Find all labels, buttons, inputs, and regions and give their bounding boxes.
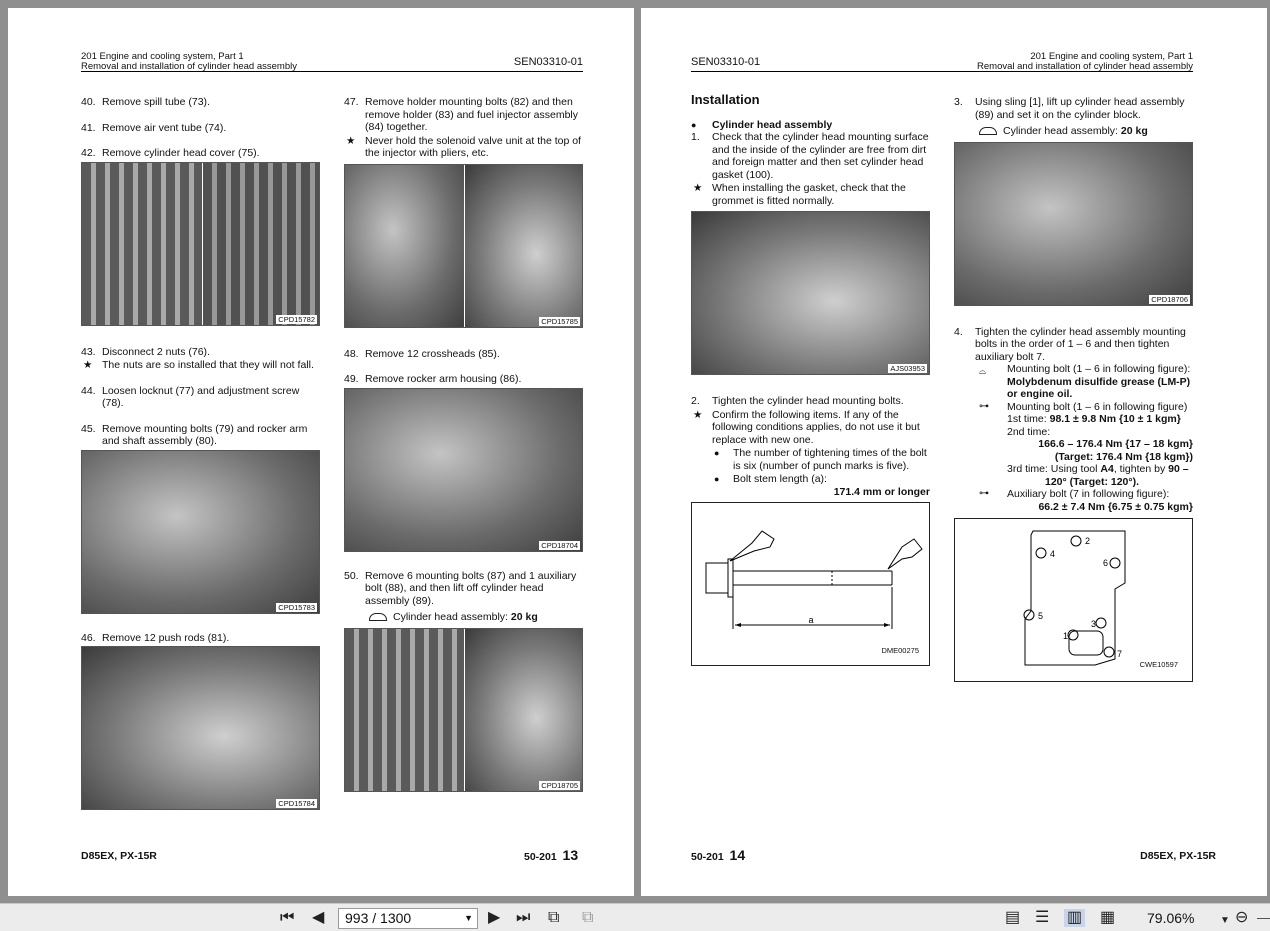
photo-rocker-arm	[81, 450, 320, 614]
zoom-slider[interactable]	[1257, 918, 1270, 919]
bolt-number-4: 4	[1050, 549, 1056, 559]
step-41: 41. Remove air vent tube (74).	[81, 121, 227, 134]
torque-spec: ⊶ Mounting bolt (1 – 6 in following figure) 1st time: 98.1 ± 9.8 Nm {10 ± 1 kgm} 2nd time: 166.6 – 176.4 Nm {17 – 18 kgm} (Target: 176.4 Nm {18 kgm}) 3rd time: Using tool A4, tighten by 90 – 120° (Target: 120°).	[979, 400, 1193, 488]
step-45: 45. Remove mounting bolts (79) and rocker arm and shaft assembly (80).	[81, 422, 308, 447]
left-column-2	[344, 96, 583, 806]
first-page-icon[interactable]: ⏮	[280, 909, 295, 926]
weight-icon	[979, 127, 997, 135]
continuous-facing-view-icon[interactable]: ▦	[1100, 909, 1116, 926]
step-49: 49. Remove rocker arm housing (86).	[344, 373, 522, 385]
go-forward-view-icon[interactable]: ⧉	[582, 909, 594, 926]
header-chapter: 201 Engine and cooling system, Part 1	[81, 51, 244, 62]
bullet-icon: ●	[714, 448, 720, 458]
left-column-1	[81, 96, 320, 824]
weight-spec: Cylinder head assembly: 20 kg	[954, 125, 1193, 138]
note-47: ★ Never hold the solenoid valve unit at the top of the injector with pliers, etc.	[346, 134, 581, 159]
condition-2: ● Bolt stem length (a):	[714, 473, 827, 485]
diagram-caption: CWE10597	[1139, 659, 1178, 669]
zoom-dropdown-icon[interactable]: ▼	[1220, 915, 1230, 926]
bolt-number-6: 6	[1103, 558, 1109, 568]
header-code: SEN03310-01	[691, 56, 761, 68]
previous-page-icon[interactable]: ◀	[312, 909, 325, 926]
photo-push-rods	[81, 646, 320, 810]
weight-spec: Cylinder head assembly: 20 kg	[344, 611, 583, 624]
photo-sling	[954, 142, 1193, 306]
photo-caption: CPD15782	[278, 314, 315, 324]
dimension-label: a	[808, 615, 814, 625]
bolt-number-5: 5	[1038, 611, 1044, 621]
grease-spec: ⌓ Mounting bolt (1 – 6 in following figure): Molybdenum disulfide grease (LM-P) or engine oil.	[979, 363, 1191, 400]
step-40: 40. Remove spill tube (73).	[81, 96, 210, 108]
diagram-caption: DME00275	[881, 645, 919, 655]
star-icon: ★	[693, 408, 703, 421]
photo-lift-head	[344, 628, 583, 792]
page-header	[691, 52, 1193, 72]
section-title: Installation	[691, 92, 760, 107]
footer-model: D85EX, PX-15R	[1140, 850, 1216, 862]
step-4: 4. Tighten the cylinder head assembly mounting bolts in the order of 1 – 6 and then tighten auxiliary bolt 7.	[954, 325, 1186, 363]
right-column-1	[691, 94, 930, 666]
photo-rocker-housing	[344, 388, 583, 552]
header-chapter: 201 Engine and cooling system, Part 1	[1030, 51, 1193, 62]
photo-caption: CPD15783	[278, 602, 315, 612]
photo-caption: AJS03953	[890, 364, 925, 373]
footer-model: D85EX, PX-15R	[81, 850, 157, 862]
bolt-number-2: 2	[1085, 536, 1091, 546]
photo-caption: CPD15785	[541, 316, 578, 326]
step-42: 42. Remove cylinder head cover (75).	[81, 147, 260, 159]
footer-page: 50-201 14	[691, 847, 746, 863]
bolt-number-1: 1	[1063, 631, 1069, 641]
go-back-view-icon[interactable]: ⧉	[548, 909, 560, 926]
right-page	[641, 8, 1267, 896]
step-47: 47. Remove holder mounting bolts (82) and then remove holder (83) and fuel injector assembly (84) together.	[344, 96, 579, 133]
bolt-drawing	[692, 503, 929, 665]
bolt-length-value: 171.4 mm or longer	[833, 485, 930, 498]
step-43: 43. Disconnect 2 nuts (76).	[81, 345, 210, 358]
chevron-down-icon[interactable]: ▼	[464, 913, 473, 923]
condition-1: ● The number of tightening times of the bolt is six (number of punch marks is five).	[714, 447, 927, 472]
header-code: SEN03310-01	[513, 56, 583, 68]
bullet-title: ● Cylinder head assembly	[691, 118, 833, 131]
star-icon: ★	[83, 359, 93, 371]
step-1: 1. Check that the cylinder head mounting surface and the inside of the cylinder are free from dirt and foreign matter and then set cylinder head gasket (100).	[691, 131, 929, 181]
weight-icon	[369, 613, 387, 621]
bolt-diagram	[691, 502, 930, 666]
facing-pages-view-icon[interactable]: ▥	[1064, 909, 1085, 927]
bullet-icon: ●	[714, 474, 720, 484]
bullet-icon: ●	[691, 119, 697, 130]
viewer-toolbar	[0, 903, 1270, 931]
zoom-level: 79.06%	[1147, 910, 1195, 926]
step-48: 48. Remove 12 crossheads (85).	[344, 347, 500, 360]
continuous-view-icon[interactable]: ☰	[1035, 909, 1050, 926]
wrench-icon: ⊶	[979, 488, 989, 499]
header-title: Removal and installation of cylinder head assembly	[81, 61, 297, 72]
step-3: 3. Using sling [1], lift up cylinder head assembly (89) and set it on the cylinder block.	[954, 96, 1185, 121]
photo-caption: CPD15784	[278, 799, 315, 808]
bolt-number-7: 7	[1117, 649, 1123, 659]
photo-cylinder-head-cover	[81, 162, 320, 326]
bolt-number-3: 3	[1091, 619, 1097, 629]
right-column-2	[954, 96, 1193, 682]
left-page	[8, 8, 634, 896]
photo-caption: CPD18704	[541, 540, 578, 550]
last-page-icon[interactable]: ⏭	[516, 909, 531, 926]
bolt-order-diagram	[954, 518, 1193, 682]
star-icon: ★	[693, 182, 703, 194]
step-2: 2. Tighten the cylinder head mounting bolts.	[691, 395, 904, 407]
wrench-icon: ⊶	[979, 400, 989, 412]
head-outline-drawing	[955, 519, 1192, 681]
page-header	[81, 52, 583, 72]
page-number-field[interactable]: 993 / 1300 ▼	[338, 908, 478, 929]
aux-torque-spec: ⊶ Auxiliary bolt (7 in following figure): 66.2 ± 7.4 Nm {6.75 ± 0.75 kgm}	[979, 488, 1193, 513]
step-46: 46. Remove 12 push rods (81).	[81, 631, 230, 644]
photo-caption: CPD18705	[541, 780, 578, 790]
note-43: ★ The nuts are so installed that they will not fall.	[83, 359, 314, 371]
star-icon: ★	[346, 134, 356, 147]
note-1: ★ When installing the gasket, check that the grommet is fitted normally.	[693, 182, 906, 207]
grease-icon: ⌓	[979, 366, 987, 376]
step-50: 50. Remove 6 mounting bolts (87) and 1 auxiliary bolt (88), and then lift off cylinder head assembly (89).	[344, 569, 577, 607]
zoom-out-icon[interactable]: ⊖	[1235, 909, 1249, 926]
photo-gasket	[691, 211, 930, 375]
footer-page: 50-201 13	[524, 847, 579, 863]
next-page-icon[interactable]: ▶	[488, 909, 501, 926]
photo-caption: CPD18706	[1151, 294, 1188, 304]
header-title: Removal and installation of cylinder head assembly	[977, 61, 1193, 72]
single-page-view-icon[interactable]: ▤	[1005, 909, 1021, 926]
note-2: ★ Confirm the following items. If any of the following conditions applies, do not use it but replace with new one.	[693, 408, 920, 446]
photo-injector	[344, 164, 583, 328]
step-44: 44. Loosen locknut (77) and adjustment screw (78).	[81, 384, 300, 409]
